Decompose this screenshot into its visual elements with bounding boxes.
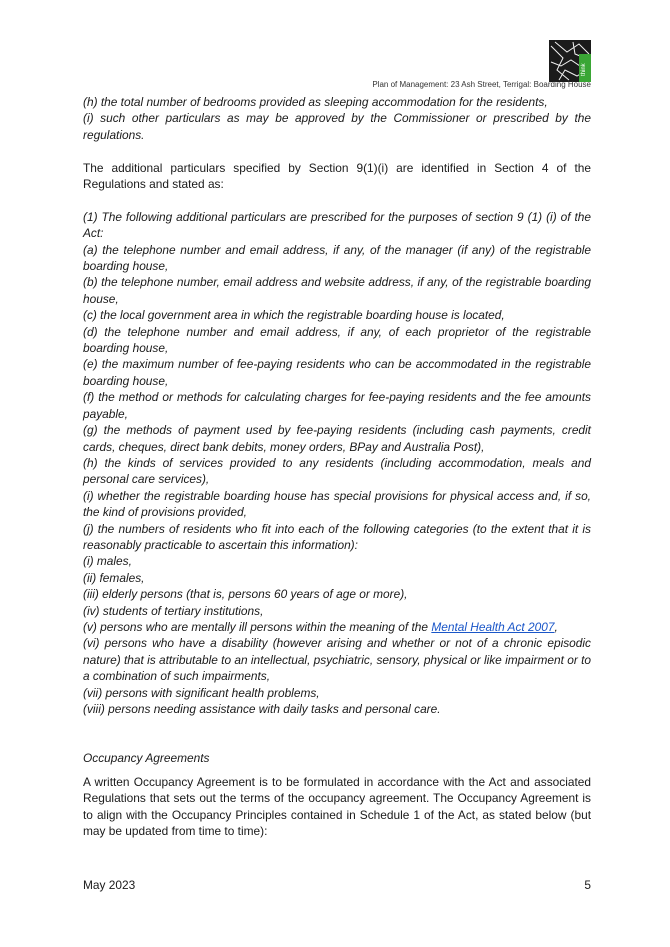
mental-health-act-link[interactable]: Mental Health Act 2007 [431,619,555,634]
list-item: (h) the total number of bedrooms provided as sleeping accommodation for the residents, [83,95,548,109]
list-item: (f) the method or methods for calculating charges for fee-paying residents and the fee amounts payable, [83,390,591,421]
page-body [83,94,591,839]
list-item: (i) such other particulars as may be approved by the Commissioner or prescribed by the regulations. [83,111,591,142]
list-item: (iii) elderly persons (that is, persons 60 years of age or more), [83,587,408,602]
paragraph: The additional particulars specified by Section 9(1)(i) are identified in Section 4 of the Regulations and stated as: [83,160,591,192]
list-item: (i) whether the registrable boarding house has special provisions for physical access and, if so, the kind of provisions provided, [83,488,591,520]
list-item-text: , [554,619,558,634]
list-item [83,619,591,635]
list-item-text: (v) persons who are mentally ill persons within the meaning of the [83,619,432,634]
running-header: Plan of Management: 23 Ash Street, Terrigal: Boarding House [372,80,591,89]
page-number: 5 [584,878,591,892]
list-item: (d) the telephone number and email address, if any, of each proprietor of the registrable boarding house, [83,324,591,356]
list-item: (e) the maximum number of fee-paying residents who can be accommodated in the registrable boarding house, [83,357,591,388]
footer-date: May 2023 [83,878,136,892]
logo-text: think [581,63,587,76]
list-item: (b) the telephone number, email address and website address, if any, of the registrable boarding house, [83,275,591,306]
think-planners-logo [549,40,591,82]
list-item: (h) the kinds of services provided to any residents (including accommodation, meals and personal care services), [83,455,591,487]
list-item: (c) the local government area in which the registrable boarding house is located, [83,308,505,323]
list-item: (vi) persons who have a disability (however arising and whether or not of a chronic episodic nature) that is attributable to an intellectual, psychiatric, sensory, physical or like impairment or to a combination of such impairments, [83,636,592,684]
paragraph: A written Occupancy Agreement is to be formulated in accordance with the Act and associated Regulations that sets out the terms of the occupancy agreement. The Occupancy Agreement is to align with the Occupancy Principles contained in Schedule 1 of the Act, as stated below (but may be updated from time to time): [83,774,591,839]
list-item: (1) The following additional particulars are prescribed for the purposes of section 9 (1) (i) of the Act: [83,209,591,241]
list-item: (viii) persons needing assistance with daily tasks and personal care. [83,702,441,716]
list-item: (ii) females, [83,570,145,585]
section-heading: Occupancy Agreements [83,751,210,766]
list-item: (iv) students of tertiary institutions, [83,603,264,618]
list-item: (i) males, [83,554,132,569]
list-item: (g) the methods of payment used by fee-paying residents (including cash payments, credit cards, cheques, direct bank debits, money orders, BPay and Australia Post), [83,423,591,454]
list-item: (a) the telephone number and email address, if any, of the manager (if any) of the registrable boarding house, [83,242,591,274]
list-item: (j) the numbers of residents who fit into each of the following categories (to the extent that it is reasonably practicable to ascertain this information): [83,521,591,552]
list-item: (vii) persons with significant health problems, [83,685,320,700]
